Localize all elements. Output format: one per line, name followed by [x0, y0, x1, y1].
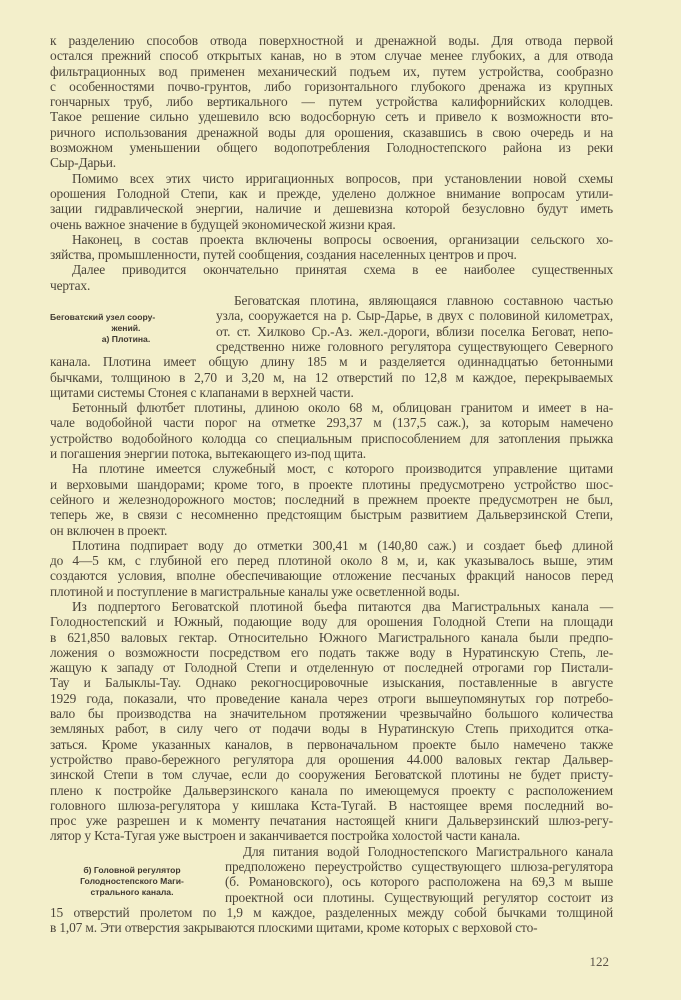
text-line: с особенностями почво-грунтов, либо горизонтального глубокого дренажа из крупных [50, 78, 613, 94]
text-line: плено к постройке Дальверзинского канала по имеющемуся проекту с расположением [50, 782, 613, 798]
text-line: (б. Романовского), ось которого расположена на 69,3 м выше [225, 874, 613, 890]
text-line: канала. Плотина имеет общую длину 185 м и разделяется одиннадцатью бетонными [50, 354, 613, 370]
text-line: На плотине имеется служебный мост, с которого производится управление щитами [72, 461, 613, 477]
side-note-line: б) Головной регулятор [83, 864, 181, 875]
paragraph [50, 844, 613, 936]
side-note-line: стрального канала. [90, 886, 174, 897]
text-line: Голодностепский и Южный, подающие воду для орошения Голодной Степи на площади [50, 614, 613, 630]
text-line: устройство право-бережного регулятора для орошения 44.000 валовых гектар Дальвер- [50, 751, 613, 767]
paragraph [50, 171, 613, 232]
text-line: и верховыми шандорами; кроме того, в проекте плотины предусмотрено устройство шос- [50, 476, 613, 492]
text-line: остался прежний способ открытых канав, но в этом случае менее глубоких, а для отвода [50, 48, 613, 64]
text-line: теперь же, в связи с несомненно предстоящим быстрым развитием Дальверзинской Степи, [50, 507, 613, 523]
text-line: Помимо всех этих чисто ирригационных вопросов, при установлении новой схемы [72, 170, 613, 186]
text-line: проектной оси плотины. Существующий регулятор состоит из [225, 889, 613, 905]
text-line: орошения Голодной Степи, как и прежде, уделено должное внимание вопросам утили- [50, 185, 613, 201]
text-line: Наконец, в состав проекта включены вопросы освоения, организации сельского хо- [72, 231, 613, 247]
text-line: заться. Кроме указанных каналов, в первоначальном проекте было намечено также [50, 736, 613, 752]
page-number: 122 [589, 954, 609, 969]
text-line: зинской Степи в том случае, если до сооружения Беговатской плотины не будет присту- [50, 767, 613, 783]
text-line: сейного и железнодорожного мостов; последний в прежнем проекте предусмотрен не был, [50, 491, 613, 507]
text-line: фильтрационных вод применен механический подъем их, путем устройства, сообразно [50, 63, 613, 79]
side-note-line: жений. [111, 323, 141, 334]
text-line: очень важное значение в будущей экономической жизни края. [50, 216, 396, 232]
text-line: узла, сооружается на р. Сыр-Дарье, в двух с половиной километрах, [216, 308, 613, 324]
side-note-a [50, 312, 202, 345]
text-line: вало бы производства на значительном протяжении чрезвычайно большого количества [50, 706, 613, 722]
text-line: предположено переустройство существующего шлюза-регулятора [225, 859, 613, 875]
text-line: Бетонный флютбет плотины, длиною около 68 м, облицован гранитом и имеет в на- [72, 400, 613, 416]
side-note-b [50, 865, 214, 898]
text-line: Такое решение сильно удешевило всю водосборную сеть и привело к возможности вто- [50, 109, 613, 125]
text-line: плотиной и поступление в магистральные каналы уже осветленной воды. [50, 583, 460, 599]
side-note-line: Голодностепского Маги- [80, 875, 184, 886]
paragraph [50, 400, 613, 461]
text-line: до 4—5 км, с глубиной его перед плотиной около 8 м, и, как указывалось выше, этим [50, 553, 613, 569]
text-line: земляных работ, в силу чего от подачи воды в Нуратинскую Степь приходится отка- [50, 721, 613, 737]
document-page [50, 33, 613, 936]
text-line: ложения о возможности посредством его подать также воду в Нуратинскую Степь, ле- [50, 644, 613, 660]
text-line: Тау и Балыклы-Тау. Однако рекогносцировочные изыскания, поставленные в августе [50, 675, 613, 691]
paragraph [50, 538, 613, 599]
text-line: щитами системы Стонея с клапанами в верхней части. [50, 384, 354, 400]
text-line: создаются условия, вполне обеспечивающие отложение песчаных фракций наносов перед [50, 568, 613, 584]
paragraph [50, 599, 613, 844]
side-note-line: Беговатский узел соору- [50, 312, 156, 323]
text-line: 1929 года, показали, что проведение канала через отроги вышеупомянутых гор потребо- [50, 690, 613, 706]
text-line: устройство водобойного колодца со специальным приспособлением для затопления прыжка [50, 430, 613, 446]
text-line: средственно ниже головного регулятора существующего Северного [216, 338, 613, 354]
text-line: зяйства, промышленности, путей сообщения, создания населенных центров и проч. [50, 247, 517, 263]
text-line: ричного использования дренажной воды для орошения, сказавшись в свою очередь и на [50, 124, 613, 140]
text-line: 15 отверстий пролетом по 1,9 м каждое, разделенных между собой бычками толщиной [50, 904, 613, 920]
text-line: бычками, толщиною в 2,70 и 3,20 м, на 12 отверстий по 12,8 м каждое, перекрываемых [50, 369, 613, 385]
text-line: Сыр-Дарьи. [50, 155, 116, 171]
text-line: лятор у Кста-Тугая уже выстроен и заканчивается постройка холостой части канала. [50, 828, 521, 844]
text-line: он включен в проект. [50, 522, 168, 538]
paragraph [50, 461, 613, 537]
text-line: жащую к западу от Голодной Степи и отделенную от последней отрогами гор Пистали- [50, 660, 613, 676]
text-line: зации гидравлической энергии, наличие и дешевизна которой безусловно будут иметь [50, 201, 613, 217]
text-line: Плотина подпирает воду до отметки 300,41 м (140,80 саж.) и создает бьеф длиной [72, 537, 613, 553]
text-line: Для питания водой Голодностепского Магистрального канала [243, 843, 613, 859]
text-line: в 1,07 м. Эти отверстия закрываются плоскими щитами, кроме которых с верховой сто- [50, 920, 538, 936]
paragraph [50, 293, 613, 400]
text-line: головного шлюза-регулятора у кишлака Кста-Тугай. В настоящее время последний во- [50, 797, 613, 813]
text-line: Далее приводится окончательно принятая схема в ее наиболее существенных [72, 262, 613, 278]
paragraph [50, 33, 613, 171]
paragraph [50, 232, 613, 263]
text-line: от. ст. Хилково Ср.-Аз. жел.-дороги, вблизи поселка Беговат, непо- [216, 323, 613, 339]
text-line: гончарных труб, либо вертикального — путем устройства калифорнийских колодцев. [50, 94, 613, 110]
text-line: в 621,850 валовых гектар. Относительно Южного Магистрального канала были предпо- [50, 629, 613, 645]
text-line: и погашения энергии потока, вытекающего из-под щита. [50, 446, 366, 462]
text-line: возможном уменьшении общего водопотребления Голодностепского района из реки [50, 140, 613, 156]
text-line: Беговатская плотина, являющаяся главною составною частью [234, 293, 613, 309]
side-note-line: а) Плотина. [101, 334, 151, 345]
paragraph [50, 262, 613, 293]
text-line: прос уже разрешен и к моменту печатания настоящей книги Дальверзинский шлюз-регу- [50, 813, 613, 829]
text-line: Из подпертого Беговатской плотиной бьефа питаются два Магистральных канала — [72, 598, 613, 614]
text-line: чале водобойной части порог на отметке 293,37 м (137,5 саж.), за которым намечено [50, 415, 613, 431]
text-line: чертах. [50, 277, 91, 293]
text-line: к разделению способов отвода поверхностной и дренажной воды. Для отвода первой [50, 33, 613, 48]
